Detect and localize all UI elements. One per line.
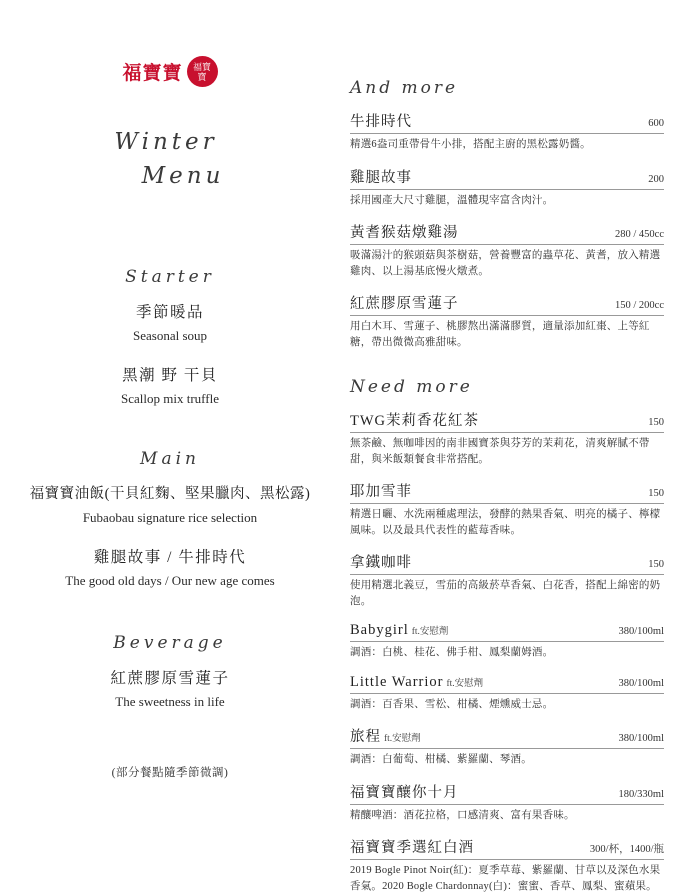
need-more-heading: Need more [350, 377, 473, 397]
right-column [340, 0, 690, 892]
entry-price: 280 / 450cc [615, 229, 664, 240]
starter-item-1-zh: 季節暖品 [135, 304, 204, 321]
entry-price: 300/杯，1400/瓶 [589, 844, 664, 855]
brand-seal-icon: 福寶寶 [187, 56, 218, 87]
entry-header [350, 221, 664, 245]
menu-entry [350, 166, 664, 209]
entry-name: 紅蔗膠原雪蓮子 [350, 296, 459, 312]
menu-entry [350, 781, 664, 824]
entry-name-text: Little Warrior [350, 673, 444, 690]
cover-title-line1: Winter [114, 129, 218, 155]
entry-header [350, 292, 664, 316]
entry-description: 調酒：百香果、雪松、柑橘、煙燻威士忌。 [350, 698, 554, 710]
entry-description: 精釀啤酒：酒花拉格，口感清爽、富有果香味。 [350, 809, 575, 821]
entry-header [350, 836, 664, 860]
entry-description: 使用精選北義豆，雪茄的高級菸草香氣、白花香，搭配上綿密的奶泡。 [350, 580, 661, 607]
menu-entry [350, 480, 664, 538]
entry-price: 380/100ml [618, 626, 664, 637]
entry-description: 調酒：白葡萄、柑橘、紫羅蘭、琴酒。 [350, 754, 532, 765]
beverage-item-1-zh: 紅蔗膠原雪蓮子 [110, 670, 230, 687]
spacer [20, 528, 320, 546]
brand-logo [20, 56, 320, 87]
menu-entry [350, 622, 664, 661]
entry-feature: ft.安慰劑 [446, 678, 484, 689]
entry-feature: ft.安慰劑 [411, 627, 449, 637]
menu-entry [350, 551, 664, 609]
entry-header [350, 674, 664, 694]
entry-header [350, 409, 664, 433]
menu-entry [350, 836, 664, 894]
entry-name: TWG茉莉香花紅茶 [350, 413, 480, 429]
entry-description: 2019 Bogle Pinot Noir(紅)：夏季草莓、紫羅蘭、甘草以及深色水果香氣。2020 Bogle Chardonnay(白)：蜜蜜、香草、鳳梨、蜜蘋果。 [350, 865, 661, 892]
entry-name-text: Babygirl [350, 622, 409, 638]
spacer [20, 346, 320, 364]
entry-price: 380/100ml [618, 733, 664, 744]
entry-name-text: 旅程 [350, 729, 381, 745]
starter-item-2-zh: 黑潮 野 干貝 [122, 367, 218, 384]
entry-header [350, 551, 664, 575]
beverage-item-1-en: The sweetness in life [115, 694, 225, 709]
footnote: (部分餐點隨季節微調) [111, 767, 229, 779]
entry-price: 150 [648, 417, 664, 428]
entry-description: 無茶鹼、無咖啡因的南非國寶茶與芬芳的茉莉花，清爽解膩不帶甜，與米飯類餐食非常搭配。 [350, 438, 650, 465]
and-more-heading: And more [350, 78, 459, 98]
menu-entry [350, 292, 664, 350]
main-item-1-en: Fubaobau signature rice selection [82, 510, 258, 525]
entry-header [350, 110, 664, 134]
entry-header [350, 622, 664, 642]
menu-entry [350, 221, 664, 279]
entry-name: 雞腿故事 [350, 169, 412, 186]
entry-header [350, 480, 664, 504]
entry-price: 200 [648, 173, 664, 185]
entry-name [350, 622, 448, 639]
section-beverage [20, 633, 320, 712]
entry-price: 380/100ml [618, 677, 664, 689]
entry-description: 採用國產大尺寸雞腿，溫體現宰富含肉汁。 [350, 194, 554, 206]
menu-entry [350, 409, 664, 467]
main-item-2-en: The good old days / Our new age comes [65, 573, 275, 588]
entry-header [350, 781, 664, 805]
entry-name: 福寶寶釀你十月 [350, 784, 459, 801]
entry-name: 黃耆猴菇燉雞湯 [350, 225, 459, 241]
starter-heading: Starter [125, 267, 215, 287]
left-column [0, 0, 340, 850]
starter-item-2-en: Scallop mix truffle [121, 391, 219, 406]
starter-item-1-en: Seasonal soup [132, 328, 208, 343]
entry-name: 耶加雪菲 [350, 484, 412, 500]
entry-name: 拿鐵咖啡 [350, 555, 412, 571]
beverage-heading: Beverage [113, 633, 227, 653]
spacer [350, 363, 664, 377]
cover-title [20, 125, 320, 193]
cover-title-line2: Menu [141, 163, 225, 189]
entry-price: 600 [648, 118, 664, 129]
main-item-2-zh: 雞腿故事 / 牛排時代 [93, 549, 247, 566]
section-main [20, 449, 320, 591]
menu-entry [350, 110, 664, 153]
section-starter [20, 267, 320, 409]
main-item-1-zh: 福寶寶油飯(干貝紅麴、堅果臘肉、黑松露) [29, 486, 311, 502]
entry-header [350, 725, 664, 749]
entry-name: 牛排時代 [350, 114, 412, 130]
entry-description: 用白木耳、雪蓮子、桃膠熬出滿滿膠質，適量添加紅棗、上等紅糖，帶出微微高雅甜味。 [350, 321, 650, 348]
entry-name: 福寶寶季選紅白酒 [350, 840, 474, 856]
entry-name [350, 674, 483, 691]
menu-entry [350, 725, 664, 768]
entry-price: 150 [648, 488, 664, 499]
entry-name [350, 725, 421, 746]
entry-description: 精選日曬、水洗兩種處理法，發酵的熱果香氣、明亮的橘子、檸檬風味。以及最具代表性的藍莓香味。 [350, 509, 661, 536]
entry-header [350, 166, 664, 190]
brand-wordmark: 福寶寶 [122, 63, 183, 84]
entry-description: 吸滿湯汁的猴頭菇與茶樹菇，營養豐富的蟲草花、黃耆，放入精選雞肉、以上湯基底慢火燉煮。 [350, 250, 661, 277]
menu-entry [350, 674, 664, 713]
entry-description: 精選6盎司重帶骨牛小排，搭配主廚的黑松露奶醬。 [350, 139, 591, 150]
entry-feature: ft.安慰劑 [384, 734, 421, 744]
entry-price: 180/330ml [618, 788, 664, 800]
entry-description: 調酒：白桃、桂花、佛手柑、鳳梨蘭姆酒。 [350, 647, 554, 658]
entry-price: 150 [648, 559, 664, 570]
main-heading: Main [140, 449, 200, 469]
entry-price: 150 / 200cc [615, 300, 664, 311]
